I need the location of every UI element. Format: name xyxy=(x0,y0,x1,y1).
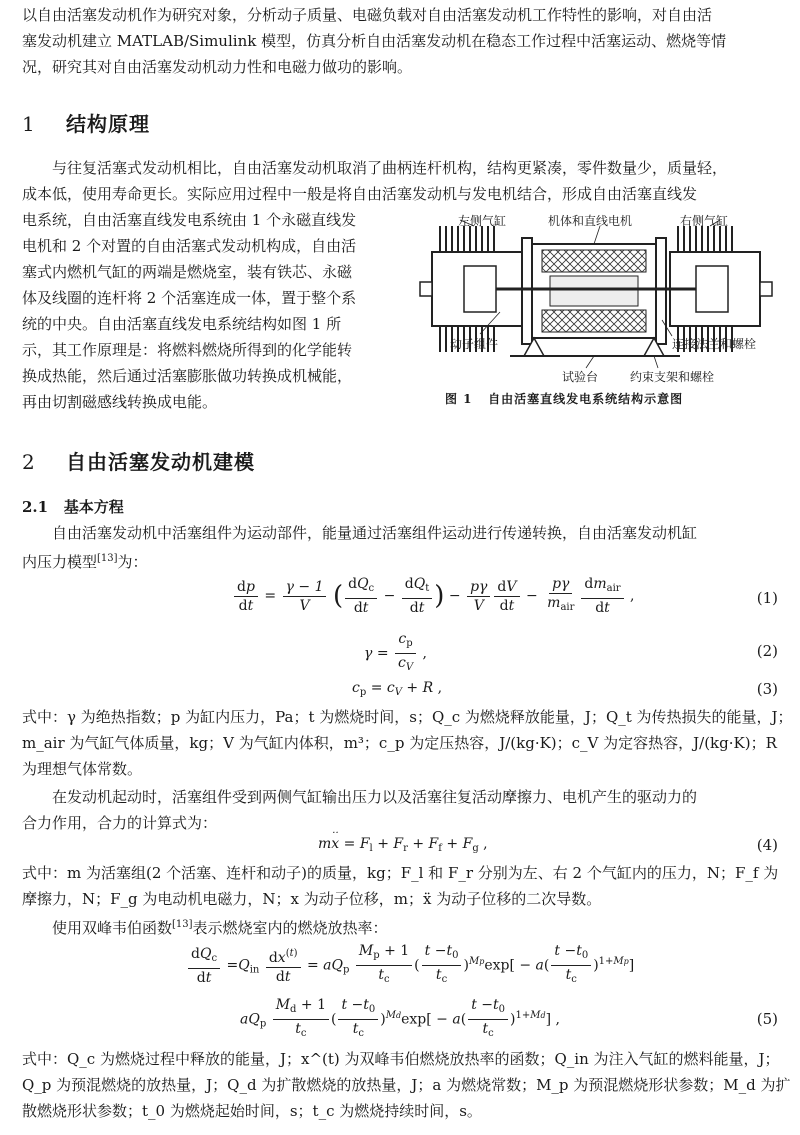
subsection-number: 2.1 xyxy=(22,498,49,516)
intro-line: 况，研究其对自由活塞发动机动力性和电磁力做功的影响。 xyxy=(22,58,413,76)
paragraph-where-3 xyxy=(22,1046,791,1124)
section-title: 自由活塞发动机建模 xyxy=(66,450,255,474)
body-line: 示，其工作原理是：将燃料燃烧所得到的化学能转 xyxy=(22,341,353,359)
body-line: 式中：γ 为绝热指数；p 为缸内压力，Pa；t 为燃烧时间，s；Q_c 为燃烧释放能量，J；Q_t 为传热损失的能量，J； xyxy=(22,708,793,726)
body-line: 为理想气体常数。 xyxy=(22,760,143,778)
equation-4: mx ·· = $F_l + F_r + F_f + F_g$ , (4) xyxy=(318,828,778,854)
citation: [13] xyxy=(172,919,193,930)
body-line xyxy=(22,546,780,572)
body-line: 成本低，使用寿命更长。实际应用过程中一般是将自由活塞发动机与发电机结合，形成自由活塞直线发 xyxy=(22,185,698,203)
equation-number: (1) xyxy=(756,589,778,607)
body-line: 与往复活塞式发动机相比，自由活塞发动机取消了曲柄连杆机构，结构更紧凑，零件数量少，质量轻， xyxy=(52,159,728,177)
body-text: 表示燃烧室内的燃烧放热率： xyxy=(192,919,388,937)
figure-1 xyxy=(410,208,790,383)
section-2-heading xyxy=(22,446,255,475)
figure-caption-text: 自由活塞直线发电系统结构示意图 xyxy=(488,392,684,406)
body-line: 体及线圈的连杆将 2 个活塞连成一体，置于整个系 xyxy=(22,289,357,307)
body-line: 电系统，自由活塞直线发电系统由 1 个永磁直线发 xyxy=(22,211,357,229)
intro-paragraph xyxy=(22,2,780,80)
label-body-motor: 机体和直线电机 xyxy=(548,214,633,228)
body-line: m_air 为气缸气体质量，kg；V 为气缸内体积，m³；c_p 为定压热容，J/(kg·K)；c_V 为定容热容，J/(kg·K)；R xyxy=(22,734,777,752)
body-text: 使用双峰韦伯函数 xyxy=(52,919,173,937)
left-piston xyxy=(464,266,496,312)
body-line: 统的中央。自由活塞直线发电系统结构如图 1 所 xyxy=(22,315,342,333)
equation-5: $\frac{dQ_c}{dt}$ $=Q_{in}$ $\frac{dx^{(t)}}{dt}$ = $aQ_p$ $\frac{M_p + 1}{t_c}$ ( $\frac{t -t_0}{t_c}$ )$^{Mp}$exp[ − a( $\frac{t -t_0}{t_c}$ )$^{1+Mp}$] $aQ_p$ $\frac{M_d + 1}{t_c}$ ( $\frac{t -t_0}{t_c}$ )$^{Md}$exp[ − a( $\frac{t -t_0}{t_c}$ )$^{1+Md}$] , (5) xyxy=(0,942,800,1046)
paragraph-where-1 xyxy=(22,704,793,782)
label-flange: 连接法兰和螺栓 xyxy=(672,337,757,351)
right-flange xyxy=(656,238,666,344)
body-line: 自由活塞发动机中活塞组件为运动部件，能量通过活塞组件运动进行传递转换，自由活塞发动机缸 xyxy=(52,524,698,542)
body-line: 在发动机起动时，活塞组件受到两侧气缸输出压力以及活塞往复活动摩擦力、电机产生的驱动力的 xyxy=(52,788,698,806)
citation: [13] xyxy=(97,553,118,564)
body-line: Q_p 为预混燃烧的放热量，J；Q_d 为扩散燃烧的放热量，J；a 为燃烧常数；M_p 为预混燃烧形状参数；M_d 为扩 xyxy=(22,1076,791,1094)
body-line: 式中：m 为活塞组(2 个活塞、连杆和动子)的质量，kg；F_l 和 F_r 分别为左、右 2 个气缸内的压力，N；F_f 为 xyxy=(22,864,779,882)
section-number: 2 xyxy=(22,450,36,474)
body-line: 合力作用，合力的计算式为： xyxy=(22,814,218,832)
right-piston xyxy=(696,266,728,312)
section-1-paragraph xyxy=(22,155,780,207)
left-end-plug xyxy=(420,282,432,296)
label-support: 约束支架和螺栓 xyxy=(630,370,715,384)
equation-1: $\frac{dp}{dt}$ = $\frac{\gamma - 1}{V}$ ( $\frac{dQ_c}{dt}$ − $\frac{dQ_t}{dt}$ ) − $\frac{p\gamma}{V}$ $\frac{dV}{dt}$ − $\frac{p\gamma}{m_{air}}$ $\frac{dm_{air}}{dt}$ , (1) xyxy=(0,575,800,625)
body-line: 再由切割磁感线转换成电能。 xyxy=(22,393,218,411)
paragraph-wiebe xyxy=(22,912,780,938)
body-line xyxy=(22,912,780,938)
body-text: 内压力模型 xyxy=(22,553,98,571)
label-left-cylinder: 左侧气缸 xyxy=(458,214,507,228)
paragraph-where-2 xyxy=(22,860,780,912)
generator-diagram xyxy=(410,208,790,383)
equation-2: γ = $\frac{c_p}{c_V}$ , (2) xyxy=(364,631,778,673)
body-line: 式中：Q_c 为燃烧过程中释放的能量，J；x^(t) 为双峰韦伯燃烧放热率的函数；Q_in 为注入气缸的燃料能量，J； xyxy=(22,1050,780,1068)
stator-top xyxy=(542,250,646,272)
equation-3: $c_p = c_V + R$ , (3) xyxy=(352,680,778,698)
figure-caption-number: 图 1 xyxy=(445,392,473,406)
label-bench: 试验台 xyxy=(562,370,599,384)
body-line: 电机和 2 个对置的自由活塞式发动机构成，自由活 xyxy=(22,237,357,255)
body-text: 为： xyxy=(117,553,148,571)
body-line: 塞式内燃机气缸的两端是燃烧室，装有铁芯、永磁 xyxy=(22,263,353,281)
left-flange xyxy=(522,238,532,344)
label-right-cylinder: 右侧气缸 xyxy=(680,214,729,228)
figure-1-caption xyxy=(445,390,683,407)
mover-magnets xyxy=(550,276,638,306)
label-mover: 动子组件 xyxy=(450,337,499,351)
intro-line: 塞发动机建立 MATLAB/Simulink 模型，仿真分析自由活塞发动机在稳态工作过程中活塞运动、燃烧等情 xyxy=(22,32,727,50)
body-line: 摩擦力，N；F_g 为电动机电磁力，N；x 为动子位移，m；ẍ 为动子位移的二次导数。 xyxy=(22,890,602,908)
subsection-2-1-heading xyxy=(22,496,124,517)
section-1-narrow-column xyxy=(22,207,402,415)
equation-number: (2) xyxy=(756,642,778,660)
paragraph-pressure-model xyxy=(22,520,780,572)
right-end-plug xyxy=(760,282,772,296)
body-line: 散燃烧形状参数；t_0 为燃烧起始时间，s；t_c 为燃烧持续时间，s。 xyxy=(22,1102,482,1120)
intro-line: 以自由活塞发动机作为研究对象，分析动子质量、电磁负载对自由活塞发动机工作特性的影响，对自由活 xyxy=(22,6,713,24)
paragraph-force xyxy=(22,784,780,836)
section-number: 1 xyxy=(22,112,36,136)
body-line: 换成热能，然后通过活塞膨胀做功转换成机械能， xyxy=(22,367,353,385)
stator-bottom xyxy=(542,310,646,332)
equation-number: (5) xyxy=(756,1010,778,1028)
section-title: 结构原理 xyxy=(66,112,150,136)
section-1-heading xyxy=(22,108,150,137)
equation-number: (3) xyxy=(756,680,778,698)
equation-number: (4) xyxy=(756,836,778,854)
subsection-title: 基本方程 xyxy=(63,498,124,516)
